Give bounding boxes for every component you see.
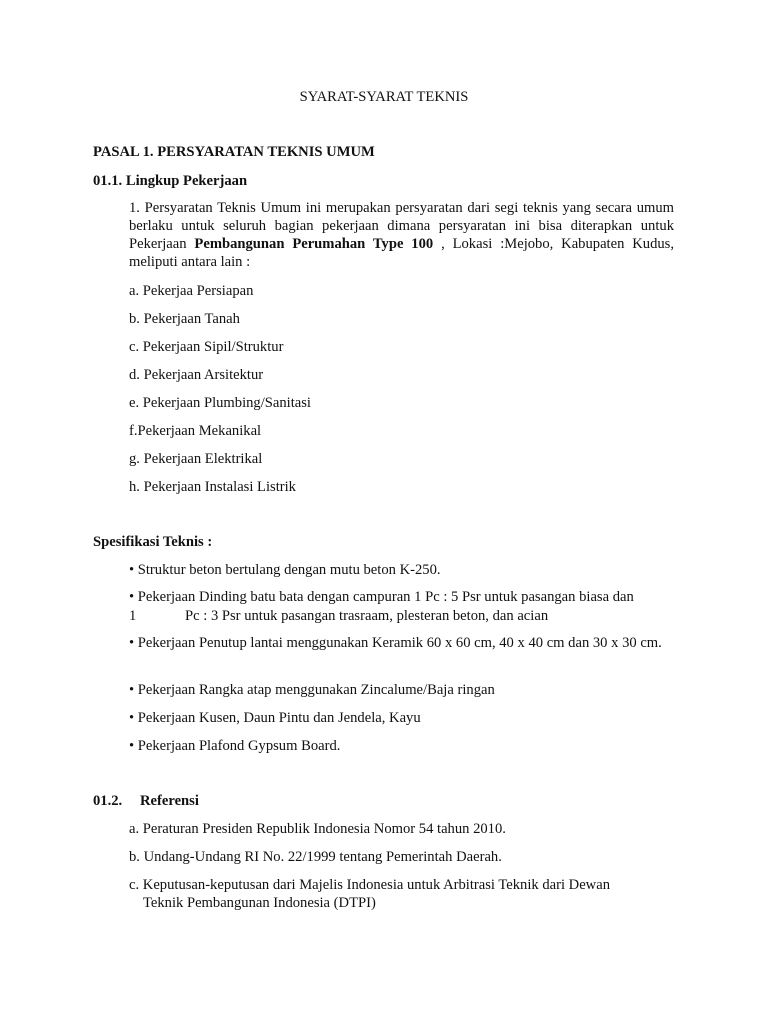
list-item: g. Pekerjaan Elektrikal: [129, 451, 263, 467]
reference-item: a. Peraturan Presiden Republik Indonesia Nomor 54 tahun 2010.: [129, 821, 506, 837]
pasal-heading: PASAL 1. PERSYARATAN TEKNIS UMUM: [93, 144, 375, 160]
reference-item: b. Undang-Undang RI No. 22/1999 tentang Pemerintah Daerah.: [129, 849, 502, 865]
list-item: d. Pekerjaan Arsitektur: [129, 367, 264, 383]
spec-bullet: • Pekerjaan Plafond Gypsum Board.: [129, 738, 341, 754]
intro-paragraph: [129, 199, 674, 271]
list-item: c. Pekerjaan Sipil/Struktur: [129, 339, 284, 355]
spec-bullet: • Pekerjaan Kusen, Daun Pintu dan Jendela, Kayu: [129, 710, 421, 726]
spec-bullet: • Pekerjaan Penutup lantai menggunakan Keramik 60 x 60 cm, 40 x 40 cm dan 30 x 30 cm.: [129, 635, 662, 651]
intro-text-start: 1. Persyaratan Teknis Umum ini merupakan persyaratan dari segi teknis yang secara umum berlaku untuk seluruh bagian pekerjaan dimana persyaratan ini bisa diterapkan untuk Pekerjaan: [129, 200, 674, 252]
spec-bullet: • Pekerjaan Dinding batu bata dengan campuran 1 Pc : 5 Psr untuk pasangan biasa dan: [129, 589, 634, 605]
list-item: e. Pekerjaan Plumbing/Sanitasi: [129, 395, 311, 411]
list-item: f.Pekerjaan Mekanikal: [129, 423, 262, 439]
list-item: b. Pekerjaan Tanah: [129, 311, 240, 327]
project-name: Pembangunan Perumahan Type 100: [194, 236, 434, 252]
spec-bullet: • Pekerjaan Rangka atap menggunakan Zincalume/Baja ringan: [129, 682, 495, 698]
reference-item-continuation: Teknik Pembangunan Indonesia (DTPI): [143, 895, 376, 911]
intro-text-end: , Lokasi :Mejobo, Kabupaten Kudus, meliputi antara lain :: [129, 236, 675, 270]
section-number-referensi: 01.2.: [93, 793, 123, 809]
list-item: a. Pekerjaa Persiapan: [129, 283, 254, 299]
section-heading-referensi: Referensi: [140, 793, 199, 809]
spec-bullet-continuation: Pc : 3 Psr untuk pasangan trasraam, plesteran beton, dan acian: [185, 608, 549, 624]
spec-bullet: • Struktur beton bertulang dengan mutu beton K-250.: [129, 562, 441, 578]
reference-item: c. Keputusan-keputusan dari Majelis Indonesia untuk Arbitrasi Teknik dari Dewan: [129, 877, 610, 893]
section-heading-lingkup: 01.1. Lingkup Pekerjaan: [93, 173, 248, 189]
spec-bullet-number: 1: [129, 608, 137, 624]
list-item: h. Pekerjaan Instalasi Listrik: [129, 479, 296, 495]
spec-heading: Spesifikasi Teknis :: [93, 534, 213, 550]
document-title: SYARAT-SYARAT TEKNIS: [299, 89, 469, 105]
